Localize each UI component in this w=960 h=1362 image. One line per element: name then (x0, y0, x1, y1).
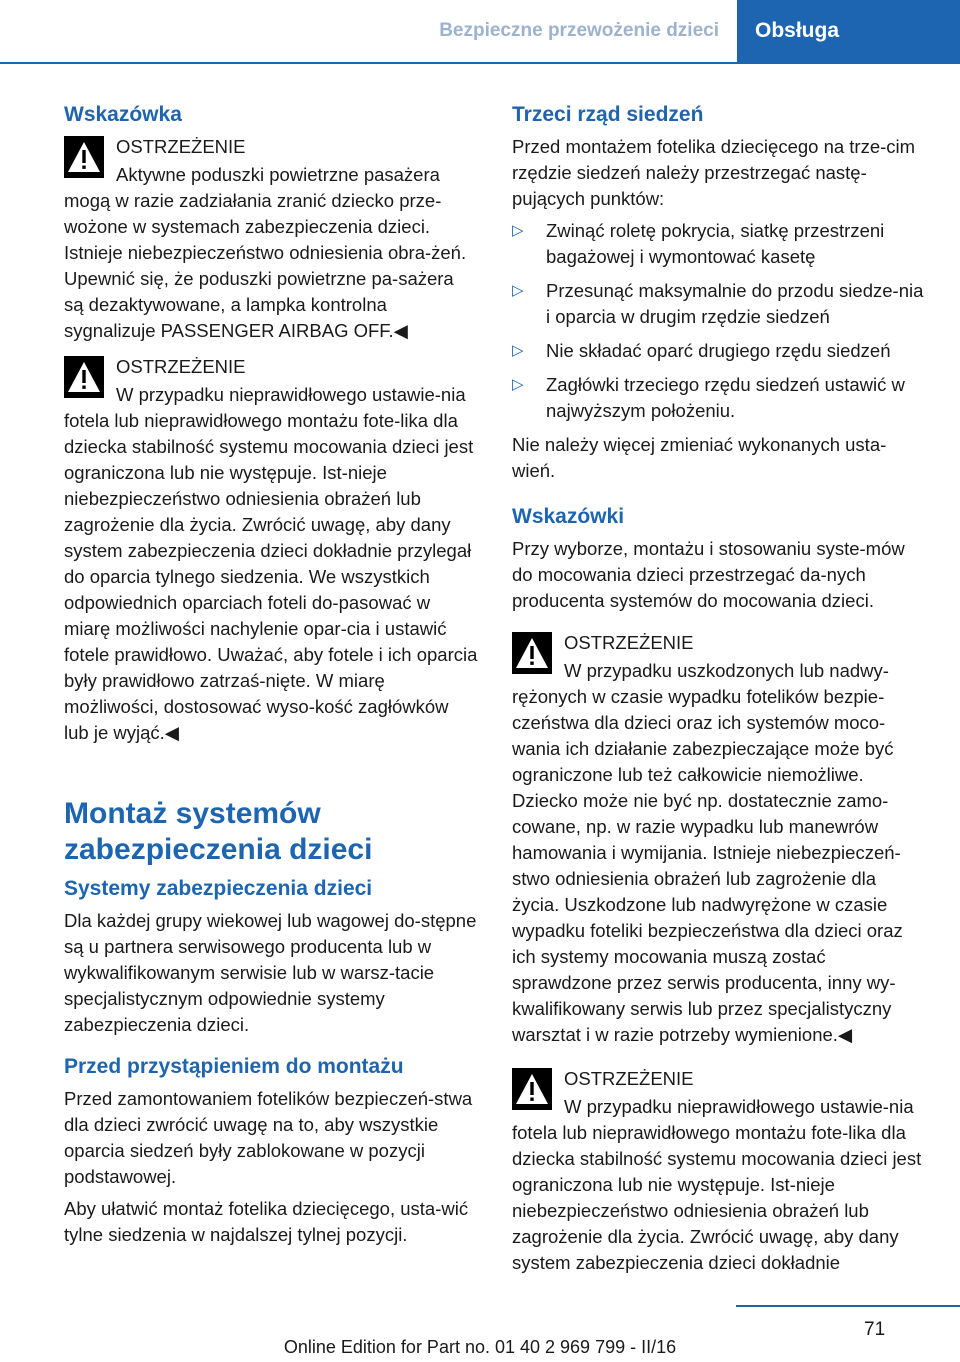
main-heading: Montaż systemów zabezpieczenia dzieci (64, 797, 373, 866)
footer-rule (736, 1305, 960, 1307)
edition-note: Online Edition for Part no. 01 40 2 969 799 - II/16 (283, 1337, 677, 1357)
warning-label: OSTRZEŻENIE (116, 356, 246, 377)
bullet-list (512, 218, 926, 424)
section-tab[interactable]: Obsługa (737, 0, 960, 62)
right-column (512, 100, 926, 1286)
warning-block-4 (512, 1066, 926, 1276)
page-footer (0, 1305, 960, 1362)
paragraph-after-bullets: Nie należy więcej zmieniać wykonanych usta-wień. (512, 434, 887, 481)
warning-label: OSTRZEŻENIE (564, 1068, 694, 1089)
header-rule (0, 62, 960, 64)
warning-triangle-icon (64, 136, 104, 178)
left-column (64, 100, 478, 1254)
warning-label: OSTRZEŻENIE (116, 136, 246, 157)
page-number: 71 (864, 1319, 886, 1340)
subheading-systems: Systemy zabezpieczenia dzieci (64, 877, 373, 900)
paragraph-tips: Przy wyborze, montażu i stosowaniu syste-mów do mocowania dzieci przestrzegać da-nych producenta systemów do mocowania dzieci. (512, 538, 905, 611)
paragraph-third-row-intro: Przed montażem fotelika dziecięcego na trze-cim rzędzie siedzeń należy przestrzegać nastę-pujących punktów: (512, 136, 916, 209)
heading-tip: Wskazówka (64, 103, 182, 126)
warning-triangle-icon (512, 1068, 552, 1110)
warning-text: W przypadku nieprawidłowego ustawie-nia fotela lub nieprawidłowego montażu fote-lika dla dziecka stabilność systemu mocowania dzieci jest ograniczona lub nie występuje. Ist-nieje niebezpieczeństwo odniesienia obrażeń lub zagrożenie dla życia. Zwrócić uwagę, aby dany system zabezpieczenia dzieci dokładnie przylegał do oparcia tylnego siedzenia. We wszystkich odpowiednich oparciach foteli do-pasować w miarę możliwości nachylenie opar-cia i ustawić fotele prawidłowo. Uważać, aby fotele i ich oparcia były prawidłowo zatrzaś-nięte. W miarę możliwości, dostosować wyso-kość zagłówków lub je wyjąć.◀ (64, 384, 478, 743)
paragraph-before-mounting-1: Przed zamontowaniem fotelików bezpieczeń-stwa dla dzieci zwrócić uwagę na to, aby wszystkie oparcia siedzeń były zablokowane w pozycji podstawowej. (64, 1088, 473, 1187)
chapter-title[interactable]: Bezpieczne przewożenie dzieci (439, 20, 719, 41)
list-item: ▷ Zwinąć roletę pokrycia, siatkę przestrzeni bagażowej i wymontować kasetę (512, 218, 926, 270)
warning-text: W przypadku uszkodzonych lub nadwy-rężonych w czasie wypadku fotelików bezpie-czeństwa dla dzieci oraz ich systemów moco-wania ich działanie zabezpieczające może być ograniczone lub też całkowicie niemożliwe. Dziecko może nie być np. dostatecznie zamo-cowane, np. w razie wypadku lub manewrów hamowania i wymijania. Istnieje niebezpieczeń-stwo odniesienia obrażeń lub zagrożenie dla życia. Uszkodzone lub nadwyrężone w czasie wypadku foteliki bezpieczeństwa dla dzieci oraz ich systemy mocowania muszą zostać sprawdzone przez serwis producenta, inny wy-kwalifikowany serwis lub przez specjalistyczny warsztat i w razie potrzeby wymienione.◀ (512, 660, 903, 1045)
page-header (0, 0, 960, 62)
paragraph-before-mounting-2: Aby ułatwić montaż fotelika dziecięcego, usta-wić tylne siedzenia w najdalszej tylnej pozycji. (64, 1198, 469, 1245)
list-item: ▷ Przesunąć maksymalnie do przodu siedze-nia i oparcia w drugim rzędzie siedzeń (512, 278, 926, 330)
heading-tips: Wskazówki (512, 505, 625, 528)
warning-text: Aktywne poduszki powietrzne pasażera mogą w razie zadziałania zranić dziecko prze-wożone w systemach zabezpieczenia dzieci. Istnieje niebezpieczeństwo odniesienia obra-żeń. Upewnić się, że poduszki powietrzne pa-sażera są dezaktywowane, a lampka kontrolna sygnalizuje PASSENGER AIRBAG OFF.◀ (64, 164, 467, 341)
warning-text: W przypadku nieprawidłowego ustawie-nia fotela lub nieprawidłowego montażu fote-lika dla dziecka stabilność systemu mocowania dzieci jest ograniczona lub nie występuje. Ist-nieje niebezpieczeństwo odniesienia obrażeń lub zagrożenie dla życia. Zwrócić uwagę, aby dany system zabezpieczenia dzieci dokładnie (512, 1096, 922, 1273)
warning-block-3 (512, 630, 926, 1048)
warning-label: OSTRZEŻENIE (564, 632, 694, 653)
subheading-before-mounting: Przed przystąpieniem do montażu (64, 1055, 404, 1078)
warning-block-2 (64, 354, 478, 746)
list-item: ▷ Nie składać oparć drugiego rzędu siedzeń (512, 338, 926, 364)
heading-third-row: Trzeci rząd siedzeń (512, 103, 704, 126)
warning-block-1 (64, 134, 478, 344)
warning-triangle-icon (512, 632, 552, 674)
list-item: ▷ Zagłówki trzeciego rzędu siedzeń ustawić w najwyższym położeniu. (512, 372, 926, 424)
paragraph-systems: Dla każdej grupy wiekowej lub wagowej do-stępne są u partnera serwisowego producenta lub w wykwalifikowanym serwisie lub w warsz-tacie specjalistycznym odpowiednie systemy zabezpieczenia dzieci. (64, 910, 477, 1035)
warning-triangle-icon (64, 356, 104, 398)
